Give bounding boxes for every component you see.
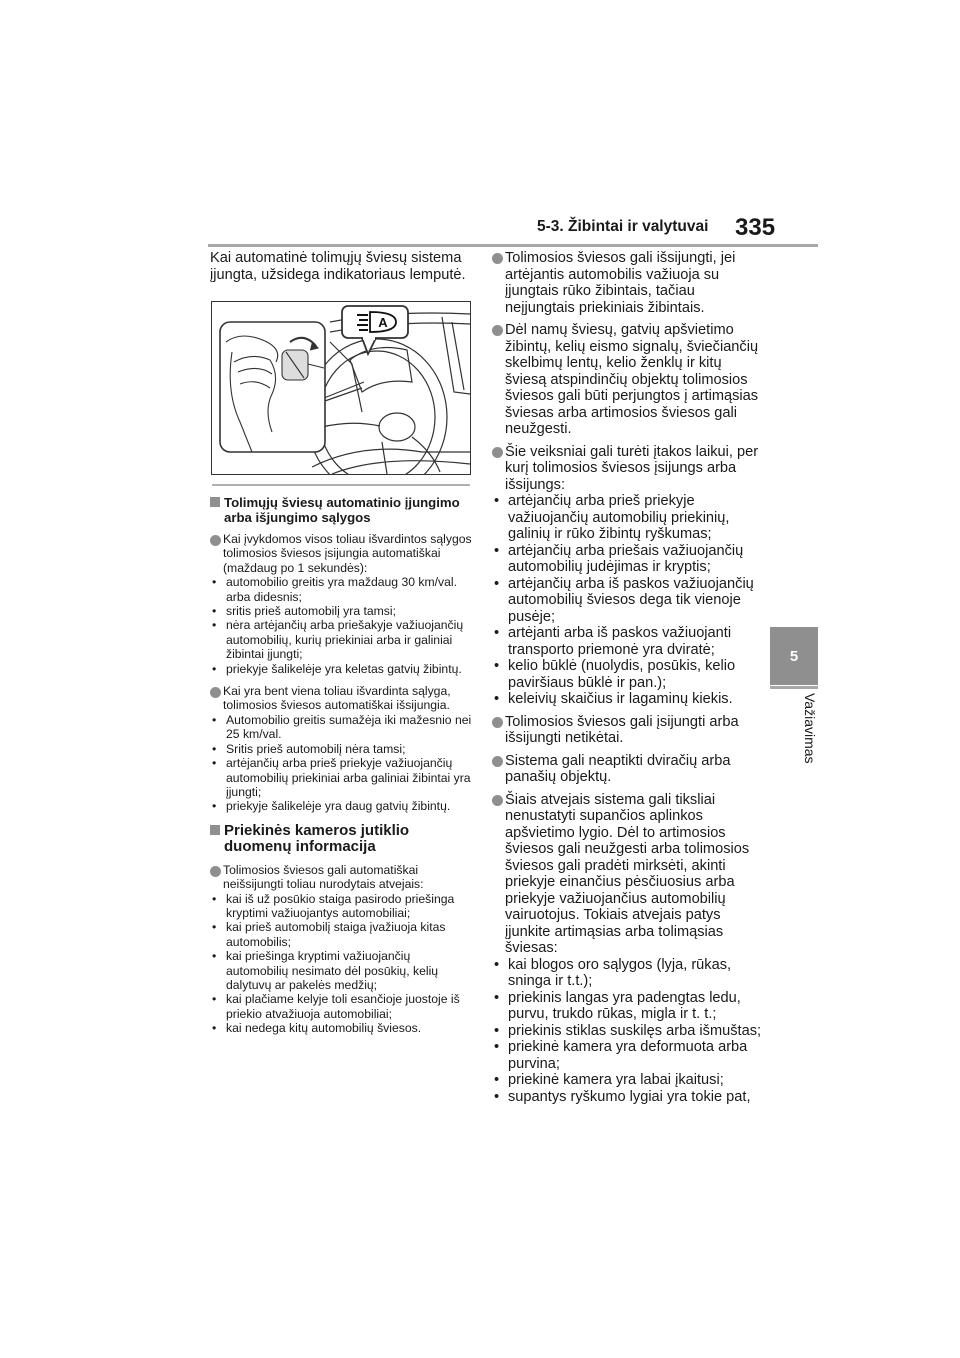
sub-bullet: • priekinis langas yra padengtas ledu, purvu, trukdo rūkas, migla ir t. t.; [492, 990, 764, 1023]
page-number: 335 [735, 214, 776, 241]
list-item [210, 684, 474, 814]
sub-bullet: • Sritis prieš automobilį nėra tamsi; [210, 742, 474, 756]
item-text: Šie veiksniai gali turėti įtakos laikui, per kurį tolimosios šviesos įsijungs arba išsijungs: [505, 443, 759, 493]
sub-bullet: • priekinė kamera yra deformuota arba purvina; [492, 1039, 764, 1072]
left-column [210, 250, 474, 1036]
bullet-dot-icon [492, 325, 503, 336]
list-item [492, 322, 764, 438]
list-item [210, 863, 474, 1036]
intro-paragraph: Kai automatinė tolimųjų šviesų sistema įjungta, užsidega indikatoriaus lemputė. [210, 250, 466, 283]
bullet-dot-icon [492, 253, 503, 264]
chapter-rule [770, 686, 818, 689]
list-item [492, 444, 764, 708]
sub-bullet: • artėjančių arba prieš priekyje važiuojančių automobilių priekiniai arba galiniai žibintai yra įjungti; [210, 756, 474, 799]
sub-bullet: • sritis prieš automobilį yra tamsi; [210, 604, 474, 618]
sub-bullet: • artėjančių arba priešais važiuojančių automobilių judėjimas ir kryptis; [492, 543, 764, 576]
bullet-dot-icon [210, 535, 221, 546]
chapter-number: 5 [789, 647, 799, 665]
sub-bullet: • kai plačiame kelyje toli esančioje juostoje iš priekio atvažiuoja automobiliai; [210, 992, 474, 1021]
sub-bullet: • Automobilio greitis sumažėja iki mažesnio nei 25 km/val. [210, 713, 474, 742]
sub-bullet: • priekyje šalikelėje yra keletas gatvių žibintų. [210, 662, 474, 676]
section-title-camera: Priekinės kameros jutiklio duomenų informacija [224, 821, 410, 856]
bullet-dot-icon [210, 687, 221, 698]
square-bullet-icon [210, 497, 220, 507]
bullet-dot-icon [492, 447, 503, 458]
list-item [210, 532, 474, 676]
square-bullet-icon [210, 825, 220, 835]
item-text: Tolimosios šviesos gali išsijungti, jei artėjantis automobilis važiuoja su įjungtais rūko žibintais, tačiau neįjungtais priekiniais žibintais. [505, 250, 736, 316]
item-text: Kai įvykdomos visos toliau išvardintos sąlygos tolimosios šviesos įsijungia automatiškai (maždaug po 1 sekundės): [223, 532, 472, 575]
dashboard-drawing [212, 302, 470, 474]
auto-high-beam-callout [342, 306, 408, 354]
list-item [492, 753, 764, 786]
sub-bullet: • kelio būklė (nuolydis, posūkis, kelio paviršiaus būklė ir pan.); [492, 658, 764, 691]
sub-bullet: • kai nedega kitų automobilių šviesos. [210, 1021, 474, 1035]
dashboard-illustration [211, 301, 471, 475]
section-title: 5-3. Žibintai ir valytuvai [537, 218, 709, 235]
list-item [492, 792, 764, 1106]
section-heading-camera [210, 823, 474, 856]
item-text: Dėl namų šviesų, gatvių apšvietimo žibintų, kelių eismo signalų, šviečiančių skelbimų lentų, kelio ženklų ir kitų šviesą atspindinčių objektų tolimosios šviesos gali būti perjungtos į artimąsias šviesas arba artimosios šviesos gali neužgesti. [505, 322, 759, 437]
sub-bullet: • priekyje šalikelėje yra daug gatvių žibintų. [210, 799, 474, 813]
item-text: Tolimosios šviesos gali automatiškai neišsijungti toliau nurodytais atvejais: [223, 862, 424, 892]
bullet-dot-icon [492, 717, 503, 728]
item-text: Sistema gali neaptikti dviračių arba panašių objektų. [505, 752, 731, 785]
figure-rule [212, 484, 470, 486]
header-rule [208, 244, 818, 247]
sub-bullet: • priekinis stiklas suskilęs arba išmuštas; [492, 1023, 764, 1040]
bullet-dot-icon [492, 756, 503, 767]
sub-bullet: • kai blogos oro sąlygos (lyja, rūkas, sninga ir t.t.); [492, 957, 764, 990]
list-item [492, 250, 764, 316]
bullet-dot-icon [210, 866, 221, 877]
sub-bullet: • supantys ryškumo lygiai yra tokie pat, [492, 1089, 764, 1106]
chapter-tab [770, 627, 818, 685]
sub-bullet: • nėra artėjančių arba priešakyje važiuojančių automobilių, kurių priekiniai arba ir galiniai žibintai įjungti; [210, 618, 474, 661]
lever-inset [220, 322, 325, 452]
sub-bullet: • priekinė kamera yra labai įkaitusi; [492, 1072, 764, 1089]
sub-bullet: • automobilio greitis yra maždaug 30 km/val. arba didesnis; [210, 575, 474, 604]
auto-indicator-letter: A [378, 315, 388, 330]
sub-bullet: • keleivių skaičius ir lagaminų kiekis. [492, 691, 764, 708]
sub-bullet: • artėjančių arba iš paskos važiuojančių automobilių šviesos dega tik vienoje pusėje; [492, 576, 764, 626]
sub-bullet: • kai iš už posūkio staiga pasirodo priešinga kryptimi važiuojantys automobiliai; [210, 892, 474, 921]
section-heading-conditions [210, 495, 474, 525]
bullet-dot-icon [492, 795, 503, 806]
item-text: Kai yra bent viena toliau išvardinta sąlyga, tolimosios šviesos automatiškai išsijungia. [223, 684, 451, 713]
sub-bullet: • kai priešinga kryptimi važiuojančių automobilių nesimato dėl posūkių, kelių dalytuvų ar pakelės medžių; [210, 949, 474, 992]
item-text: Tolimosios šviesos gali įsijungti arba išsijungti netikėtai. [505, 713, 739, 746]
right-column [492, 250, 764, 1105]
sub-bullet: • artėjanti arba iš paskos važiuojanti transporto priemonė yra dviratė; [492, 625, 764, 658]
sub-bullet: • artėjančių arba prieš priekyje važiuojančių automobilių priekinių, galinių ir rūko žibintų ryškumas; [492, 493, 764, 543]
section-title-conditions: Tolimųjų šviesų automatinio įjungimo arba išjungimo sąlygos [224, 495, 460, 525]
list-item [492, 714, 764, 747]
sub-bullet: • kai prieš automobilį staiga įvažiuoja kitas automobilis; [210, 920, 474, 949]
item-text: Šiais atvejais sistema gali tiksliai nenustatyti supančios aplinkos apšvietimo lygio. Dėl to artimosios šviesos gali neužgesti arba tolimosios šviesos gali pradėti mirksėti, akinti priekyje einančius pėsčiuosius arba priekyje važiuojančius automobilių vairuotojus. Tokiais atvejais patys įjunkite artimąsias arba tolimąsias šviesas: [505, 791, 750, 956]
chapter-label: Važiavimas [802, 693, 818, 764]
